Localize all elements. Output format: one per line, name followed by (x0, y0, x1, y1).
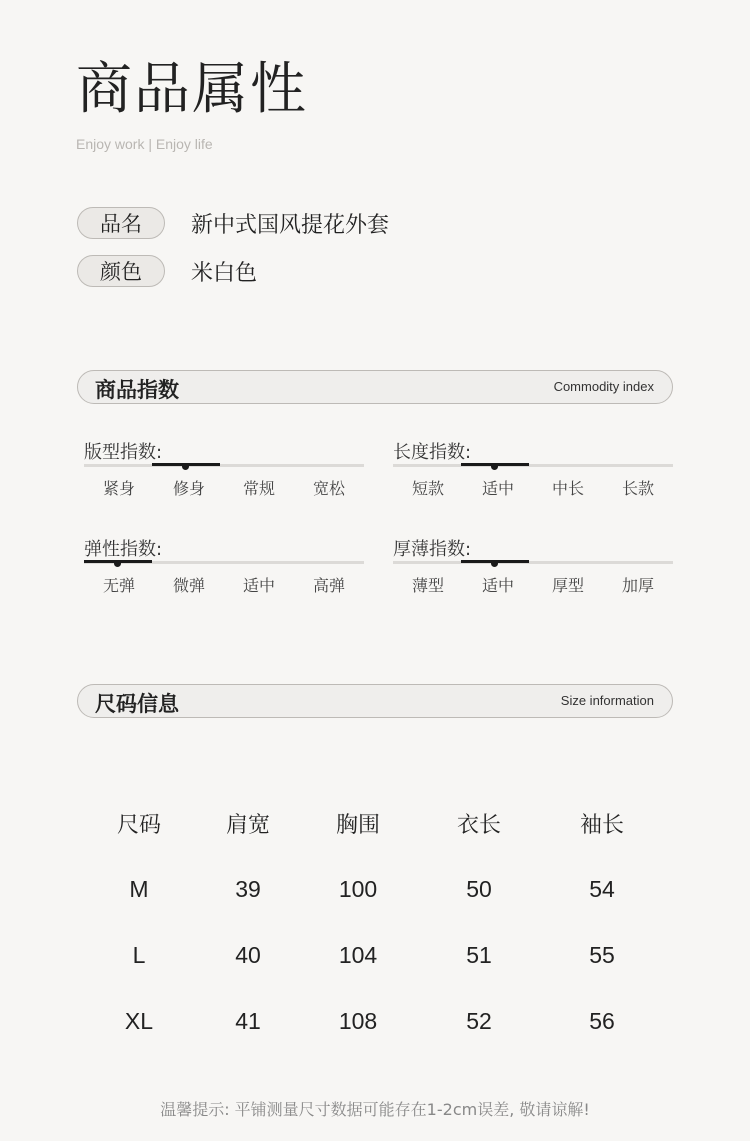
table-row (80, 922, 680, 988)
attribute-label-pill: 颜色 (77, 255, 165, 287)
attribute-row-name (77, 206, 389, 240)
section-subtitle: Commodity index (553, 379, 654, 394)
page-title: 商品属性 (76, 57, 308, 122)
column-header: 尺码 (116, 812, 161, 838)
section-header-commodity-index (77, 370, 673, 404)
column-header: 袖长 (579, 812, 624, 838)
index-option: 薄型 (411, 576, 444, 595)
table-cell: 39 (235, 875, 261, 902)
index-track (393, 561, 673, 564)
index-option: 中长 (551, 479, 584, 498)
index-title: 版型指数: (84, 442, 163, 463)
section-subtitle: Size information (560, 693, 654, 708)
index-option: 长款 (621, 479, 654, 498)
index-thickness (393, 535, 673, 596)
table-header-row (80, 790, 680, 856)
index-option: 修身 (172, 479, 205, 498)
table-row (80, 856, 680, 922)
index-option: 微弹 (172, 576, 205, 595)
table-cell: 54 (589, 875, 615, 902)
table-cell: M (129, 875, 149, 902)
table-cell: 52 (466, 1007, 492, 1034)
index-option: 厚型 (551, 576, 584, 595)
measurement-notice: 温馨提示: 平铺测量尺寸数据可能存在1-2cm误差, 敬请谅解! (160, 1100, 590, 1119)
index-marker (491, 466, 498, 470)
index-option: 短款 (411, 479, 444, 498)
index-elasticity (84, 535, 364, 596)
table-cell: 50 (466, 875, 492, 902)
index-length (393, 438, 673, 499)
index-marker (491, 563, 498, 567)
index-options (393, 476, 673, 499)
section-header-size-info (77, 684, 673, 718)
table-cell: L (132, 941, 146, 968)
index-fit (84, 438, 364, 499)
section-title: 尺码信息 (95, 692, 179, 716)
table-cell: 51 (466, 941, 492, 968)
index-marker (114, 563, 121, 567)
attribute-label-pill: 品名 (77, 207, 165, 239)
attribute-row-color (77, 254, 257, 288)
table-cell: 41 (235, 1007, 261, 1034)
index-option: 适中 (242, 576, 275, 595)
index-option: 紧身 (102, 479, 135, 498)
index-title: 厚薄指数: (393, 539, 472, 560)
index-options (84, 573, 364, 596)
table-row (80, 988, 680, 1054)
attribute-value: 新中式国风提花外套 (191, 212, 390, 238)
index-option: 常规 (242, 479, 275, 498)
index-marker (182, 466, 189, 470)
table-cell: 108 (338, 1007, 378, 1034)
index-option: 无弹 (102, 576, 135, 595)
column-header: 肩宽 (225, 812, 270, 838)
table-cell: 40 (235, 941, 261, 968)
table-cell: 56 (589, 1007, 615, 1034)
index-option: 高弹 (312, 576, 345, 595)
index-track (84, 561, 364, 564)
index-options (84, 476, 364, 499)
table-cell: XL (124, 1007, 154, 1034)
index-track (393, 464, 673, 467)
index-option: 加厚 (621, 576, 654, 595)
table-cell: 55 (589, 941, 615, 968)
index-option: 适中 (481, 479, 514, 498)
index-option: 宽松 (312, 479, 345, 498)
attribute-value: 米白色 (191, 260, 258, 286)
table-cell: 104 (338, 941, 378, 968)
table-cell: 100 (338, 875, 378, 902)
index-track (84, 464, 364, 467)
index-options (393, 573, 673, 596)
page-subtitle: Enjoy work | Enjoy life (76, 136, 213, 152)
column-header: 胸围 (335, 812, 380, 838)
column-header: 衣长 (456, 812, 501, 838)
size-table (80, 790, 680, 1054)
index-option: 适中 (481, 576, 514, 595)
section-title: 商品指数 (95, 378, 179, 402)
index-title: 弹性指数: (84, 539, 163, 560)
index-title: 长度指数: (393, 442, 472, 463)
